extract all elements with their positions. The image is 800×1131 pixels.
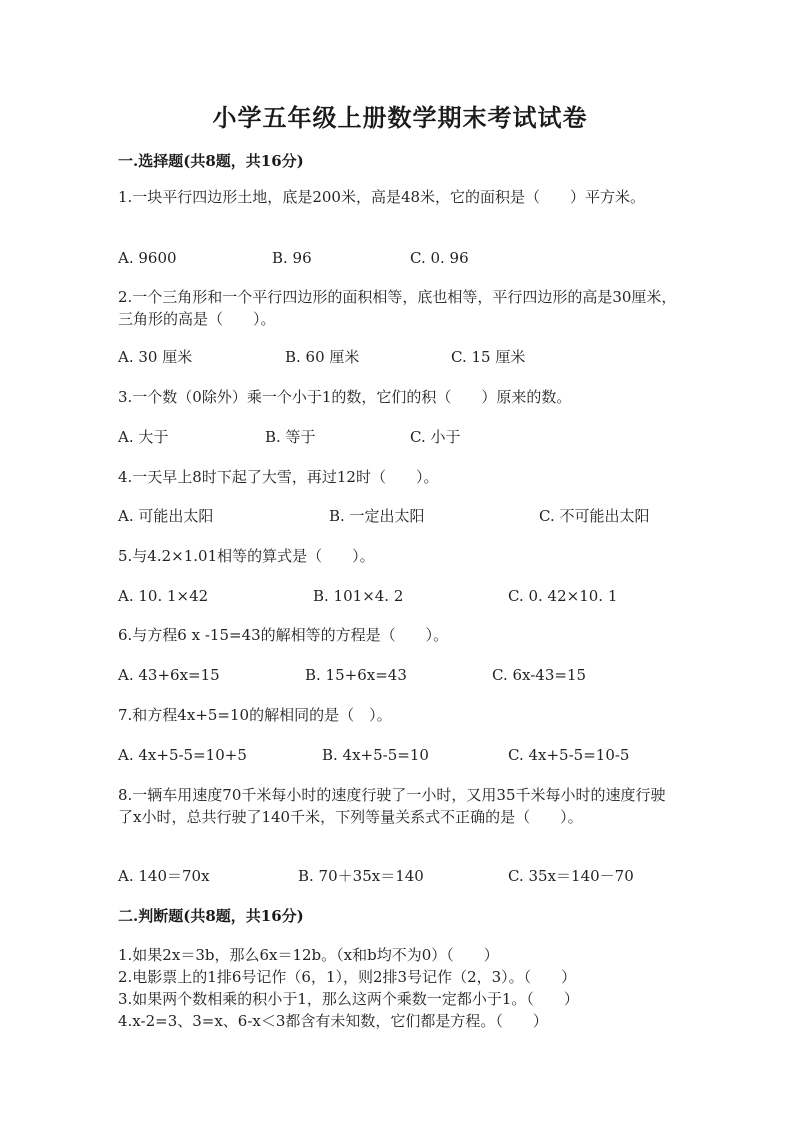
question-2-options — [118, 346, 718, 368]
option-b: B. 15+6x=43 — [305, 666, 407, 684]
option-a: A. 9600 — [118, 249, 177, 267]
question-3-options — [118, 426, 718, 448]
option-b: B. 96 — [272, 249, 312, 267]
question-6-options — [118, 664, 718, 686]
question-4: 4.一天早上8时下起了大雪，再过12时（ ）。 — [118, 468, 439, 486]
question-7-options — [118, 744, 718, 766]
question-8-options — [118, 865, 718, 887]
option-c: C. 0. 42×10. 1 — [508, 587, 618, 605]
option-c: C. 6x-43=15 — [492, 666, 587, 684]
option-c: C. 不可能出太阳 — [539, 507, 650, 525]
question-4-options — [118, 505, 718, 527]
true-false-item-4: 4.x-2=3、3=x、6-x＜3都含有未知数，它们都是方程。（ ） — [118, 1012, 548, 1030]
option-c: C. 0. 96 — [410, 249, 469, 267]
section-heading-true-false: 二.判断题(共8题，共16分) — [118, 907, 304, 925]
option-a: A. 可能出太阳 — [118, 507, 214, 525]
option-a: A. 140＝70x — [118, 867, 210, 885]
option-a: A. 30 厘米 — [118, 348, 193, 366]
option-a: A. 10. 1×42 — [118, 587, 209, 605]
option-a: A. 4x+5-5=10+5 — [118, 746, 247, 764]
option-c: C. 小于 — [410, 428, 461, 446]
true-false-item-1: 1.如果2x＝3b，那么6x＝12b。（x和b均不为0）（ ） — [118, 946, 499, 964]
option-b: B. 70＋35x＝140 — [298, 867, 424, 885]
section-heading-multiple-choice: 一.选择题(共8题，共16分) — [118, 152, 304, 170]
option-b: B. 60 厘米 — [285, 348, 360, 366]
question-1-options — [118, 247, 718, 269]
option-b: B. 4x+5-5=10 — [322, 746, 429, 764]
question-8: 8.一辆车用速度70千米每小时的速度行驶了一小时，又用35千米每小时的速度行驶了x小时，总共行驶了140千米，下列等量关系式不正确的是（ ）。 — [118, 786, 666, 826]
page-title: 小学五年级上册数学期末考试试卷 — [212, 103, 588, 132]
question-5-options — [118, 585, 718, 607]
question-1: 1.一块平行四边形土地，底是200米，高是48米，它的面积是（ ）平方米。 — [118, 188, 646, 206]
true-false-item-2: 2.电影票上的1排6号记作（6，1），则2排3号记作（2，3）。（ ） — [118, 968, 577, 986]
question-2: 2.一个三角形和一个平行四边形的面积相等，底也相等，平行四边形的高是30厘米，三角形的高是（ ）。 — [118, 288, 677, 328]
option-a: A. 43+6x=15 — [118, 666, 220, 684]
option-c: C. 4x+5-5=10-5 — [508, 746, 630, 764]
option-b: B. 一定出太阳 — [329, 507, 425, 525]
option-b: B. 101×4. 2 — [313, 587, 404, 605]
question-3: 3.一个数（0除外）乘一个小于1的数，它们的积（ ）原来的数。 — [118, 388, 572, 406]
question-7: 7.和方程4x+5=10的解相同的是（ ）。 — [118, 706, 392, 724]
question-5: 5.与4.2×1.01相等的算式是（ ）。 — [118, 547, 375, 565]
true-false-item-3: 3.如果两个数相乘的积小于1，那么这两个乘数一定都小于1。（ ） — [118, 990, 579, 1008]
option-c: C. 15 厘米 — [451, 348, 526, 366]
question-6: 6.与方程6 x -15=43的解相等的方程是（ ）。 — [118, 626, 449, 644]
option-a: A. 大于 — [118, 428, 169, 446]
option-b: B. 等于 — [265, 428, 316, 446]
option-c: C. 35x＝140－70 — [508, 867, 634, 885]
